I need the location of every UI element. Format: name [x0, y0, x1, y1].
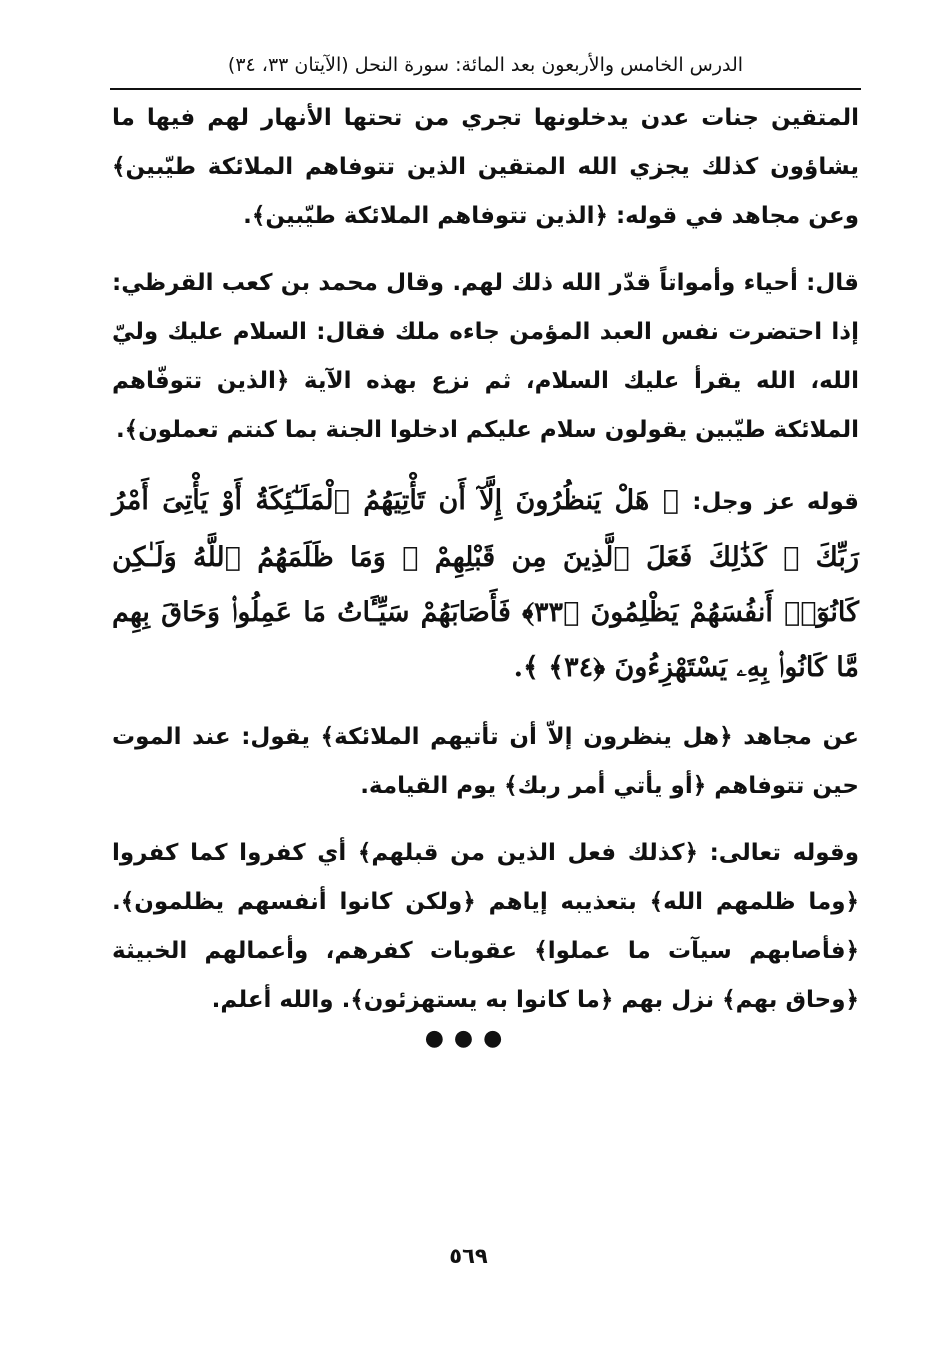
paragraph-1-text: المتقين جنات عدن يدخلونها تجري من تحتها الأنهار لهم فيها ما يشاؤون كذلك يجزي الله المتقين الذين تتوفاهم الملائكة طيّبين﴾ وعن مجاهد في قوله: ﴿الذين تتوفاهم الملائكة طيّبين﴾. — [112, 105, 859, 229]
paragraph-4-text: عن مجاهد ﴿هل ينظرون إلاّ أن تأتيهم الملائكة﴾ يقول: عند الموت حين تتوفاهم ﴿أو يأتي أمر ربك﴾ يوم القيامة. — [112, 724, 859, 799]
quran-verse-text: ﴿ هَلْ يَنظُرُونَ إِلَّآ أَن تَأْتِيَهُمُ ٱلْمَلَـٰٓئِكَةُ أَوْ يَأْتِىَ أَمْرُ رَبِّكَ ۚ كَذَٰلِكَ فَعَلَ ٱلَّذِينَ مِن قَبْلِهِمْ ۚ وَمَا ظَلَمَهُمُ ٱللَّهُ وَلَـٰكِن كَانُوٓا۟ أَنفُسَهُمْ يَظْلِمُونَ ﴿٣٣﴾ فَأَصَابَهُمْ سَيِّـَٔاتُ مَا عَمِلُوا۟ وَحَاقَ بِهِم مَّا كَانُوا۟ بِهِۦ يَسْتَهْزِءُونَ ﴿٣٤﴾ ﴾. — [112, 485, 859, 683]
paragraph-1 — [112, 94, 859, 241]
section-separator-dots: ●●● — [424, 1026, 513, 1051]
running-header: الدرس الخامس والأربعون بعد المائة: سورة النحل (الآيتان ٣٣، ٣٤) — [227, 54, 744, 76]
paragraph-2 — [112, 259, 859, 455]
paragraph-5-lead: وقوله تعالى: — [709, 840, 859, 866]
paragraph-4 — [112, 713, 859, 811]
paragraph-5 — [112, 829, 859, 1025]
paragraph-5-text: ﴿كذلك فعل الذين من قبلهم﴾ أي كفروا كما كفروا ﴿وما ظلمهم الله﴾ بتعذيبه إياهم ﴿ولكن كانوا أنفسهم يظلمون﴾. ﴿فأصابهم سيآت ما عملوا﴾ عقوبات كفرهم، وأعمالهم الخبيثة ﴿وحاق بهم﴾ نزل بهم ﴿ما كانوا به يستهزئون﴾. والله أعلم. — [112, 840, 859, 1013]
page-body — [112, 94, 859, 1025]
page-number: ٥٦٩ — [449, 1244, 488, 1268]
paragraph-2-text: أحياء وأمواتاً قدّر الله ذلك لهم. وقال محمد بن كعب القرظي: إذا احتضرت نفس العبد المؤمن جاءه ملك فقال: السلام عليك وليّ الله، الله يقرأ عليك السلام، ثم نزع بهذه الآية ﴿الذين تتوفّاهم الملائكة طيّبين يقولون سلام عليكم ادخلوا الجنة بما كنتم تعملون﴾. — [112, 270, 859, 443]
paragraph-2-lead: قال: — [806, 270, 859, 296]
quran-verse-paragraph — [112, 473, 859, 695]
quran-verse-lead: قوله عز وجل: — [692, 489, 859, 515]
header-rule — [110, 88, 861, 90]
